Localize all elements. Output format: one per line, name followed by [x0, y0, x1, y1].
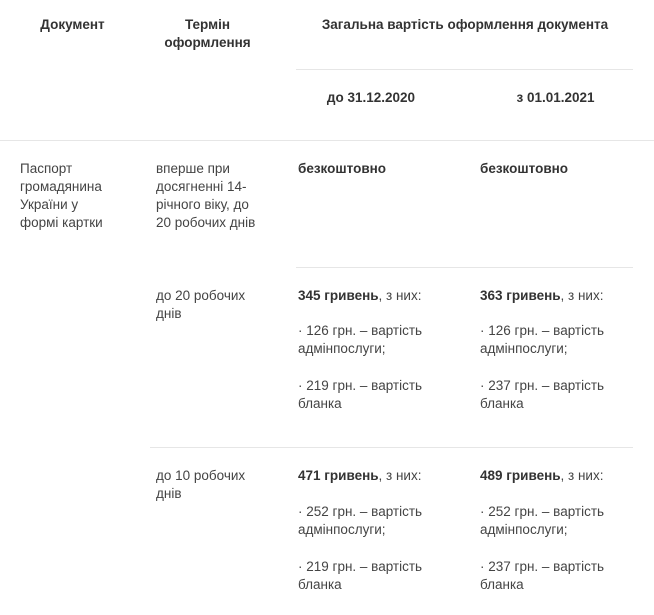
- row1-before-price-bold: безкоштовно: [298, 161, 387, 176]
- item-line: · 252 грн. – вартість: [480, 504, 605, 519]
- row3-after-price-rest: , з них:: [560, 468, 604, 483]
- header-document: Документ: [40, 17, 105, 32]
- row2-before-item: [298, 377, 422, 413]
- document-name-line: Паспорт: [20, 161, 73, 176]
- row3-after-price: [480, 467, 603, 485]
- header-term-line1: Термін: [184, 17, 231, 32]
- item-line: · 219 грн. – вартість: [298, 378, 423, 393]
- header-period-after: з 01.01.2021: [516, 90, 595, 105]
- document-name: [20, 160, 140, 232]
- row2-after-price: [480, 287, 603, 305]
- item-line: адмінпослуги;: [480, 522, 568, 537]
- row2-term-line: до 20 робочих: [156, 288, 246, 303]
- row1-term-line: вперше при: [156, 161, 230, 176]
- row1-term-line: річного віку, до: [156, 197, 249, 212]
- item-line: бланка: [298, 577, 342, 592]
- row3-before-item: [298, 503, 422, 539]
- row3-after-price-bold: 489 гривень: [480, 468, 561, 483]
- row3-before-price-bold: 471 гривень: [298, 468, 379, 483]
- row2-after-price-bold: 363 гривень: [480, 288, 561, 303]
- row3-before-price: [298, 467, 421, 485]
- item-line: адмінпослуги;: [480, 341, 568, 356]
- row-divider-1: [296, 267, 633, 268]
- row1-term-line: досягненні 14-: [156, 179, 247, 194]
- row1-after-price: [480, 160, 568, 178]
- row2-after-price-rest: , з них:: [560, 288, 604, 303]
- item-line: адмінпослуги;: [298, 341, 386, 356]
- row1-before-price: [298, 160, 386, 178]
- header-term: [150, 16, 265, 52]
- item-line: · 237 грн. – вартість: [480, 559, 605, 574]
- header-total-cost: Загальна вартість оформлення документа: [321, 17, 609, 32]
- row2-before-price: [298, 287, 421, 305]
- row3-before-price-rest: , з них:: [378, 468, 422, 483]
- item-line: · 126 грн. – вартість: [298, 323, 423, 338]
- document-name-line: формі картки: [20, 215, 103, 230]
- item-line: бланка: [480, 396, 524, 411]
- item-line: · 252 грн. – вартість: [298, 504, 423, 519]
- document-name-line: України у: [20, 197, 79, 212]
- table-divider-top: [0, 140, 654, 141]
- document-name-line: громадянина: [20, 179, 102, 194]
- header-term-line2: оформлення: [164, 35, 251, 50]
- row3-term-line: днів: [156, 486, 182, 501]
- row2-before-price-rest: , з них:: [378, 288, 422, 303]
- row3-term: [156, 467, 286, 503]
- row3-before-item: [298, 558, 422, 594]
- row3-after-item: [480, 503, 604, 539]
- row2-before-item: [298, 322, 422, 358]
- item-line: адмінпослуги;: [298, 522, 386, 537]
- row1-after-price-bold: безкоштовно: [480, 161, 569, 176]
- row2-after-item: [480, 322, 604, 358]
- header-period-before: до 31.12.2020: [326, 90, 416, 105]
- row2-term-line: днів: [156, 306, 182, 321]
- row1-term-line: 20 робочих днів: [156, 215, 256, 230]
- item-line: · 237 грн. – вартість: [480, 378, 605, 393]
- row2-term: [156, 287, 286, 323]
- row2-before-price-bold: 345 гривень: [298, 288, 379, 303]
- row1-term: [156, 160, 286, 232]
- item-line: бланка: [480, 577, 524, 592]
- row2-after-item: [480, 377, 604, 413]
- item-line: · 219 грн. – вартість: [298, 559, 423, 574]
- row3-after-item: [480, 558, 604, 594]
- row-divider-2: [150, 447, 633, 448]
- item-line: бланка: [298, 396, 342, 411]
- item-line: · 126 грн. – вартість: [480, 323, 605, 338]
- header-divider: [296, 69, 633, 70]
- row3-term-line: до 10 робочих: [156, 468, 246, 483]
